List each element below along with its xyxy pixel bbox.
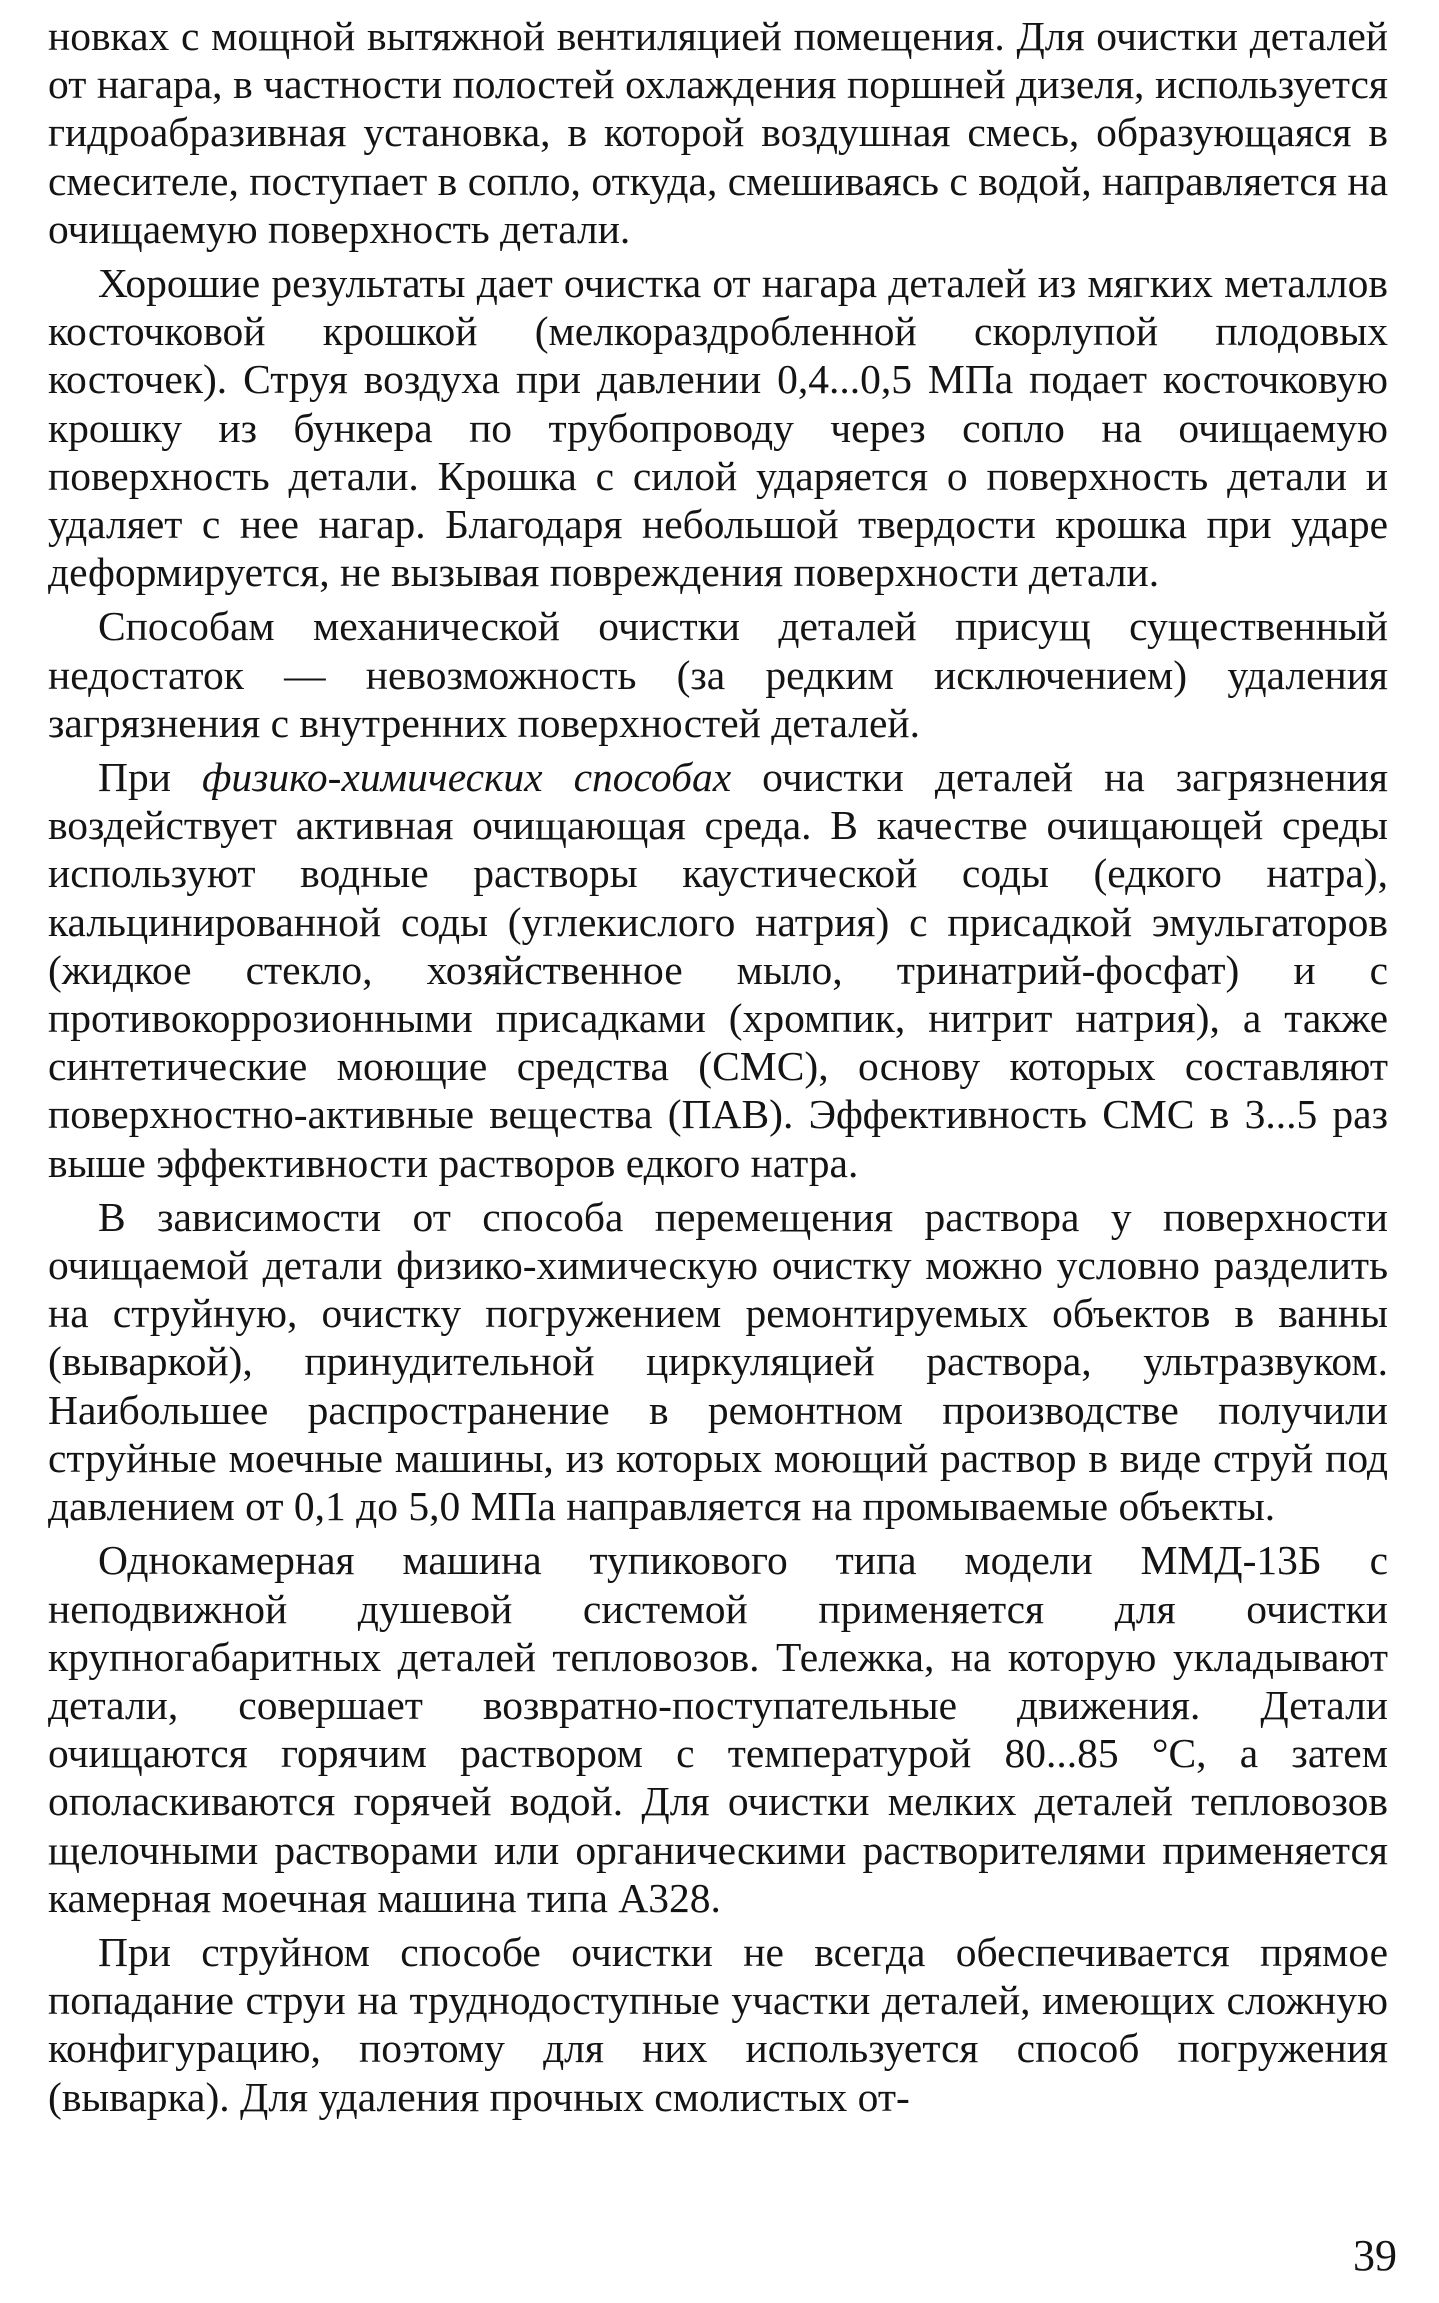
paragraph-lead: При — [98, 754, 202, 801]
emphasized-term: физико-химических способах — [201, 754, 732, 801]
page-body — [48, 12, 1388, 2127]
paragraph-cleaning-methods: В зависимости от способа перемещения раствора у поверхности очищаемой детали физико-химическую очистку можно условно разделить на струйную, очистку погружением ремонтируемых объектов в ванны (вываркой), принудительной циркуляцией раствора, ультразвуком. Наибольшее распространение в ремонтном производстве получили струйные моечные машины, из которых моющий раствор в виде струй под давлением от 0,1 до 5,0 МПа направляется на промываемые объекты. — [48, 1193, 1388, 1530]
paragraph-continuation: новках с мощной вытяжной вентиляцией помещения. Для очистки деталей от нагара, в частности полостей охлаждения поршней дизеля, используется гидроабразивная установка, в которой воздушная смесь, образующаяся в смесителе, поступает в сопло, откуда, смешиваясь с водой, направляется на очищаемую поверхность детали. — [48, 13, 1388, 252]
paragraph-pit-crumb-cleaning: Хорошие результаты дает очистка от нагара деталей из мягких металлов косточковой крошкой (мелкораздробленной скорлупой плодовых косточек). Струя воздуха при давлении 0,4...0,5 МПа подает косточковую крошку из бункера по трубопроводу через сопло на очищаемую поверхность детали. Крошка с силой ударяется о поверхность детали и удаляет с нее нагар. Благодаря небольшой твердости крошка при ударе деформируется, не вызывая повреждения поверхности детали. — [48, 260, 1388, 596]
paragraph-body: очистки деталей на загрязнения воздействует активная очищающая среда. В качестве очищающей среды используют водные растворы каустической соды (едкого натра), кальцинированной соды (углекислого натрия) с присадкой эмульгаторов (жидкое стекло, хозяйственное мыло, тринатрий-фосфат) и с противокоррозионными присадками (хромпик, нитрит натрия), а также синтетические моющие средства (СМС), основу которых составляют поверхностно-активные вещества (ПАВ). Эффективность СМС в 3...5 раз выше эффективности растворов едкого натра. — [48, 754, 1388, 1186]
paragraph-immersion: При струйном способе очистки не всегда обеспечивается прямое попадание струи на труднодоступные участки деталей, имеющих сложную конфигурацию, поэтому для них используется способ погружения (выварка). Для удаления прочных смолистых от- — [48, 1928, 1388, 2120]
paragraph-physico-chemical — [48, 753, 1388, 1187]
paragraph-washing-machine: Однокамерная машина тупикового типа модели ММД-13Б с неподвижной душевой системой применяется для очистки крупногабаритных деталей тепловозов. Тележка, на которую укладывают детали, совершает возвратно-поступательные движения. Детали очищаются горячим раствором с температурой 80...85 °С, а затем ополаскиваются горячей водой. Для очистки мелких деталей тепловозов щелочными растворами или органическими растворителями применяется камерная моечная машина типа А328. — [48, 1537, 1388, 1921]
paragraph-mechanical-drawback: Способам механической очистки деталей присущ существенный недостаток — невозможность (за редким исключением) удаления загрязнения с внутренних поверхностей деталей. — [48, 603, 1388, 746]
page-number: 39 — [1353, 2231, 1397, 2280]
